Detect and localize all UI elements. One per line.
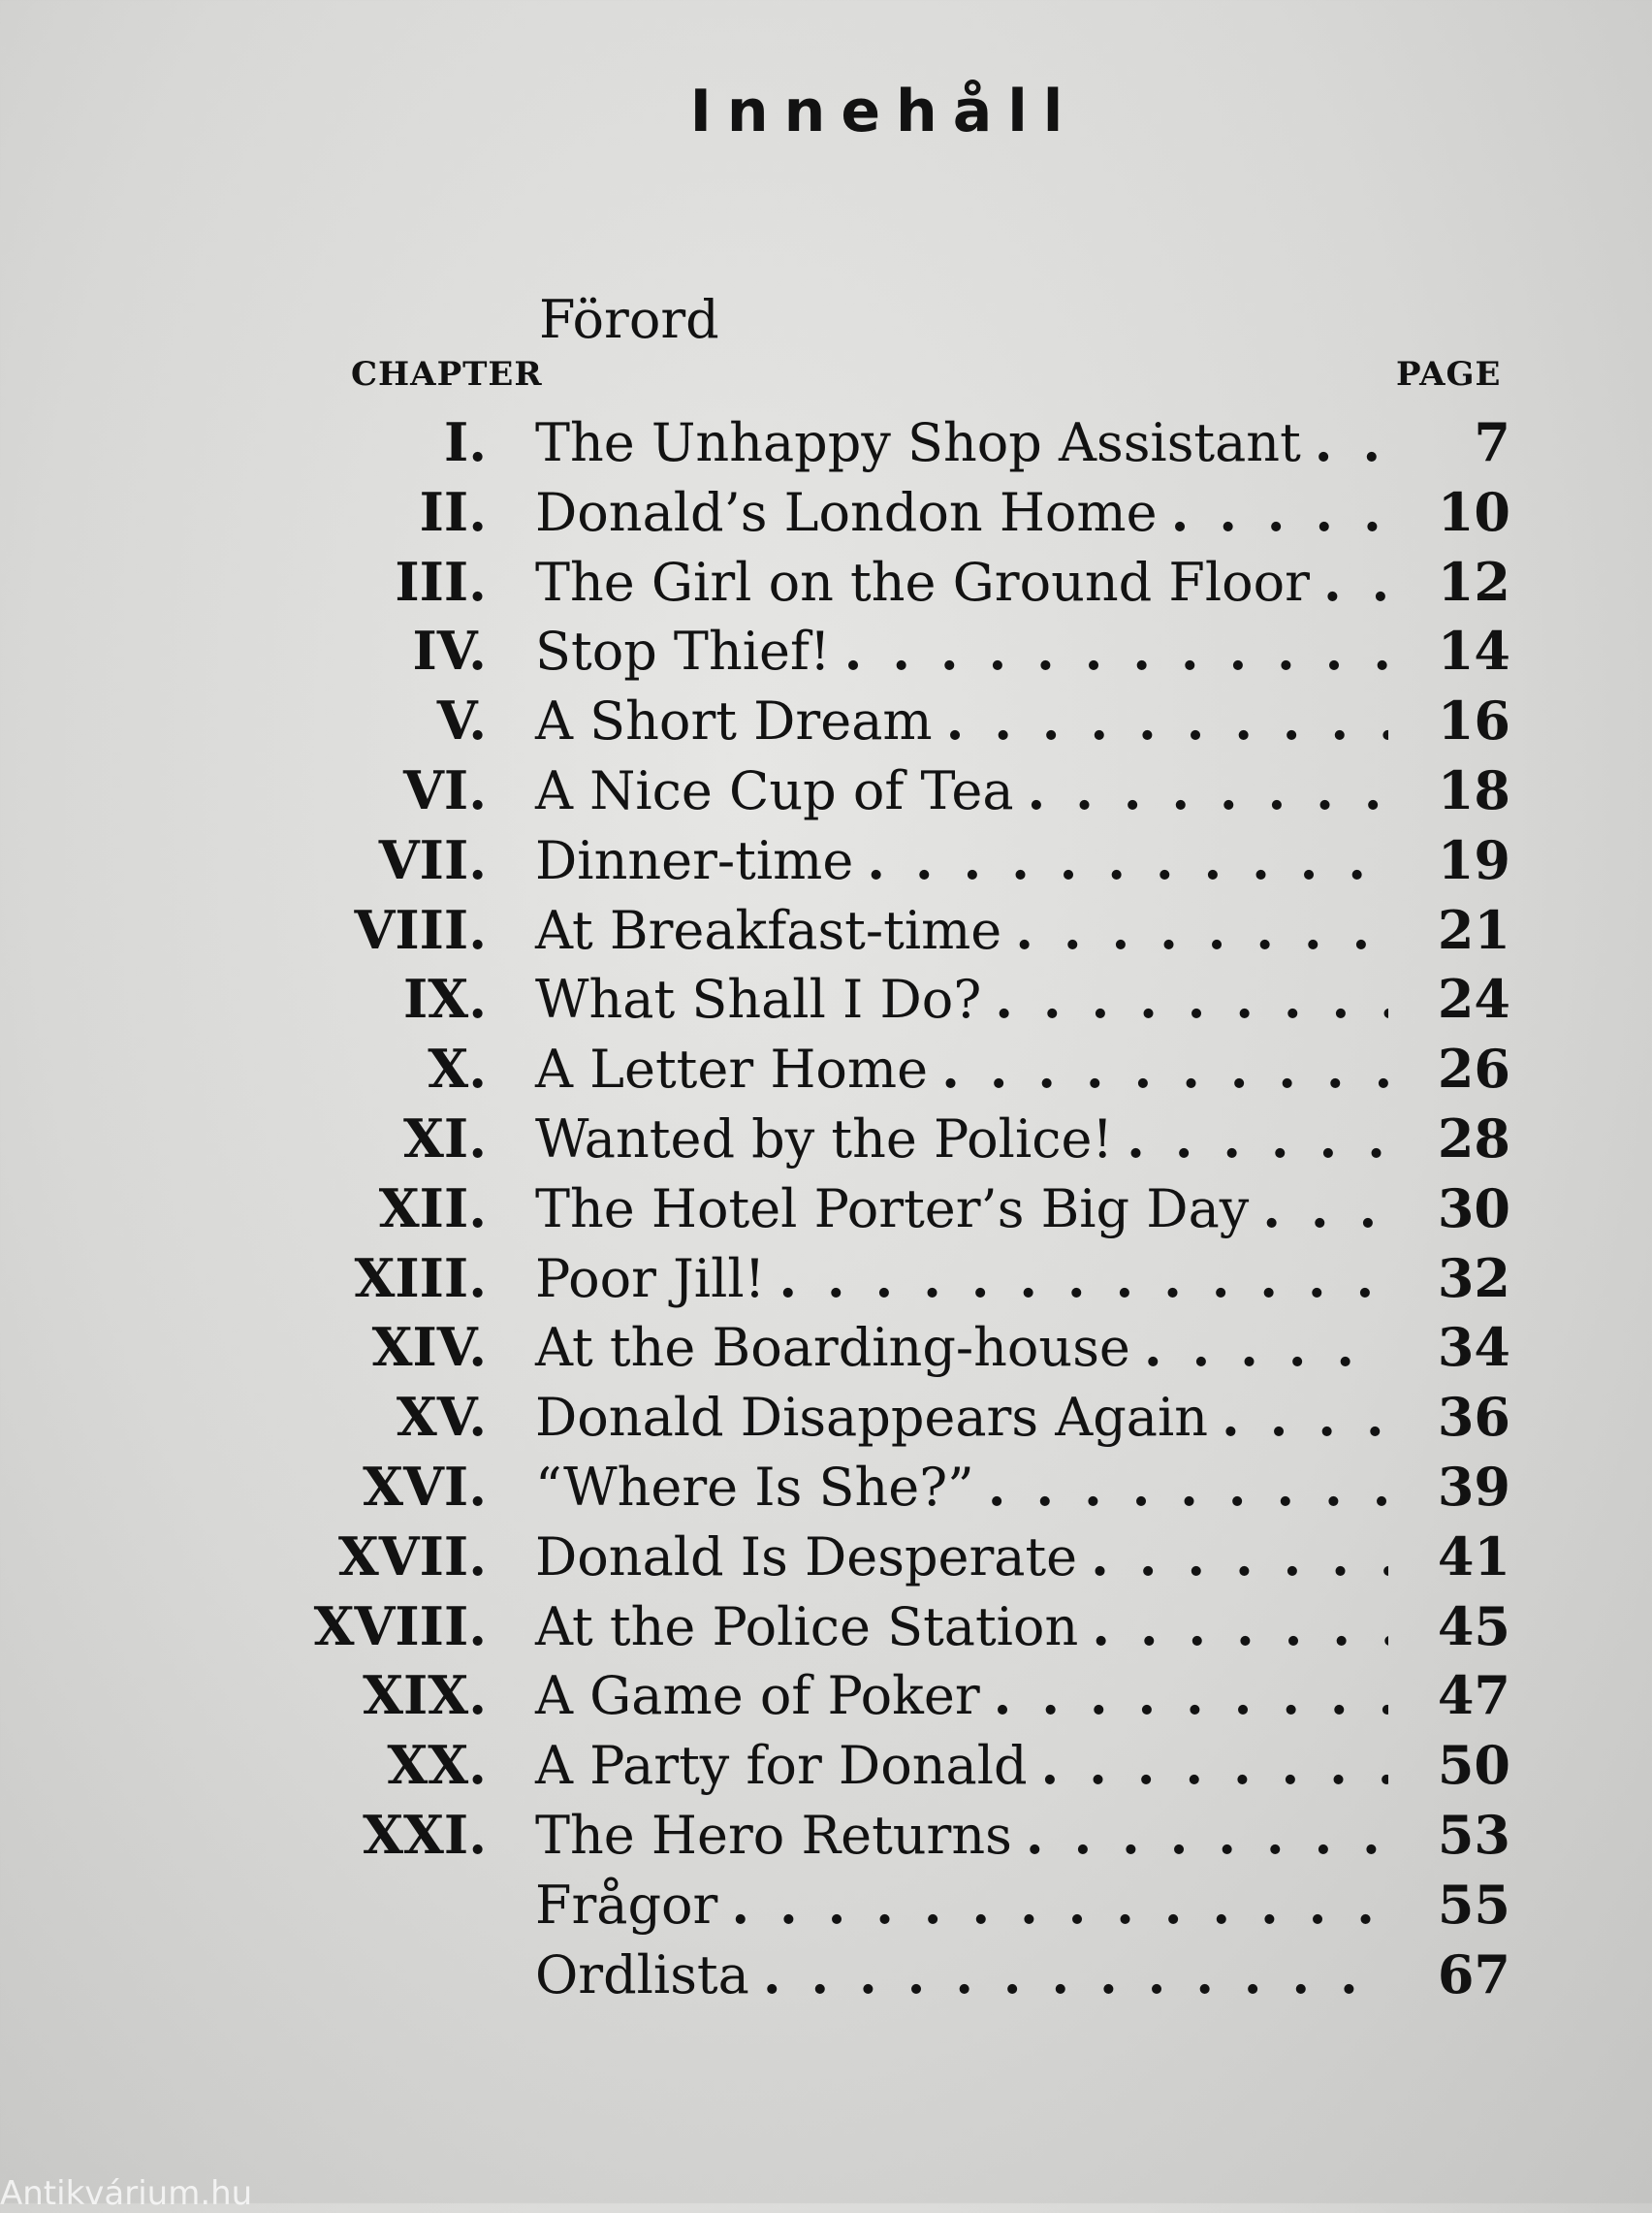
dot-leader xyxy=(1222,1386,1388,1448)
dot-leader xyxy=(867,829,1388,891)
chapter-number: XII. xyxy=(378,1176,487,1239)
chapter-number: XV. xyxy=(396,1386,487,1449)
toc-row xyxy=(0,1595,1652,1665)
chapter-title: Frågor xyxy=(535,1874,718,1936)
toc-row xyxy=(0,411,1652,481)
dot-leader xyxy=(1092,1595,1388,1657)
toc-row xyxy=(0,1804,1652,1874)
page-number: 53 xyxy=(1437,1803,1510,1866)
chapter-title: The Hotel Porter’s Big Day xyxy=(535,1177,1250,1239)
chapter-number: XVI. xyxy=(363,1455,487,1518)
toc-row xyxy=(0,620,1652,690)
page-number: 41 xyxy=(1437,1524,1510,1588)
chapter-title: Ordlista xyxy=(535,1943,749,2005)
dot-leader xyxy=(1028,759,1388,821)
page-title: Innehåll xyxy=(689,78,1079,145)
page-number: 21 xyxy=(1437,898,1510,961)
chapter-title: Stop Thief! xyxy=(535,621,831,683)
toc-row xyxy=(0,1456,1652,1525)
toc-row xyxy=(0,1525,1652,1595)
chapter-title: “Where Is She?” xyxy=(535,1456,974,1518)
page-number: 14 xyxy=(1437,620,1510,683)
page-number: 47 xyxy=(1437,1664,1510,1727)
page-number: 16 xyxy=(1437,690,1510,753)
toc-row xyxy=(0,481,1652,551)
page-number: 67 xyxy=(1437,1942,1510,2005)
page-number: 55 xyxy=(1437,1873,1510,1936)
dot-leader xyxy=(1262,1177,1388,1239)
page-number: 50 xyxy=(1437,1734,1510,1797)
dot-leader xyxy=(1171,481,1388,543)
toc-row xyxy=(0,829,1652,899)
toc-row xyxy=(0,551,1652,621)
chapter-number: VIII. xyxy=(354,898,487,961)
toc-row xyxy=(0,1874,1652,1943)
page-number: 32 xyxy=(1437,1246,1510,1309)
dot-leader xyxy=(1041,1734,1388,1796)
chapter-title: Dinner-time xyxy=(535,829,854,891)
chapter-title: Donald Is Desperate xyxy=(535,1525,1078,1588)
toc-row xyxy=(0,1943,1652,2013)
chapter-title: Poor Jill! xyxy=(535,1247,766,1309)
page-number: 7 xyxy=(1474,411,1510,473)
chapter-number: XIX. xyxy=(363,1664,487,1727)
dot-leader xyxy=(988,1456,1388,1518)
page-number: 39 xyxy=(1437,1455,1510,1518)
page-number: 24 xyxy=(1437,968,1510,1031)
dot-leader xyxy=(1015,899,1388,961)
dot-leader xyxy=(778,1247,1388,1309)
page-number: 18 xyxy=(1437,758,1510,821)
watermark: Antikvárium.hu xyxy=(0,2174,253,2213)
chapter-number: XXI. xyxy=(363,1803,487,1866)
preface-entry: Förord xyxy=(539,289,719,350)
dot-leader xyxy=(1144,1316,1388,1378)
chapter-title: A Game of Poker xyxy=(535,1665,980,1727)
chapter-title: At the Boarding-house xyxy=(535,1317,1130,1379)
chapter-title: The Unhappy Shop Assistant xyxy=(535,412,1301,473)
chapter-number: X. xyxy=(428,1038,487,1101)
chapter-number: XI. xyxy=(403,1106,487,1170)
toc-row xyxy=(0,1107,1652,1177)
dot-leader xyxy=(763,1943,1388,2005)
toc-row xyxy=(0,759,1652,829)
table-of-contents xyxy=(0,411,1652,2012)
chapter-number: XVII. xyxy=(337,1524,487,1588)
chapter-number: II. xyxy=(419,480,487,543)
dot-leader xyxy=(1026,1804,1388,1866)
chapter-title: Wanted by the Police! xyxy=(535,1107,1114,1170)
dot-leader xyxy=(844,620,1388,682)
chapter-number: V. xyxy=(436,690,487,753)
page-number: 10 xyxy=(1437,480,1510,543)
chapter-title: At Breakfast-time xyxy=(535,899,1002,961)
page-number: 28 xyxy=(1437,1106,1510,1170)
chapter-title: A Short Dream xyxy=(535,690,933,753)
page-number: 36 xyxy=(1437,1386,1510,1449)
chapter-title: What Shall I Do? xyxy=(535,969,982,1031)
chapter-number: VI. xyxy=(403,758,487,821)
page-number: 45 xyxy=(1437,1594,1510,1657)
toc-row xyxy=(0,1177,1652,1247)
page-column-header: PAGE xyxy=(1396,355,1502,394)
chapter-title: Donald Disappears Again xyxy=(535,1387,1209,1449)
toc-row xyxy=(0,1316,1652,1386)
chapter-number: VII. xyxy=(378,828,487,891)
page-number: 19 xyxy=(1437,828,1510,891)
dot-leader xyxy=(1127,1107,1388,1170)
dot-leader xyxy=(1315,411,1388,473)
toc-row xyxy=(0,899,1652,969)
toc-row xyxy=(0,968,1652,1038)
toc-row xyxy=(0,1664,1652,1734)
dot-leader xyxy=(994,1664,1388,1726)
dot-leader xyxy=(1323,551,1388,613)
chapter-title: The Girl on the Ground Floor xyxy=(535,551,1310,613)
chapter-title: The Hero Returns xyxy=(535,1804,1012,1866)
chapter-number: XIII. xyxy=(354,1246,487,1309)
dot-leader xyxy=(995,968,1388,1030)
page-number: 12 xyxy=(1437,550,1510,613)
page-number: 26 xyxy=(1437,1038,1510,1101)
chapter-number: IX. xyxy=(403,968,487,1031)
chapter-number: XX. xyxy=(387,1734,487,1797)
page-number: 34 xyxy=(1437,1316,1510,1379)
chapter-title: Donald’s London Home xyxy=(535,481,1158,543)
chapter-title: A Letter Home xyxy=(535,1039,929,1101)
dot-leader xyxy=(731,1874,1388,1936)
chapter-title: A Party for Donald xyxy=(535,1735,1028,1797)
chapter-title: A Nice Cup of Tea xyxy=(535,759,1014,821)
toc-row xyxy=(0,1247,1652,1317)
chapter-number: I. xyxy=(443,411,487,473)
chapter-number: IV. xyxy=(412,620,487,683)
toc-row xyxy=(0,1386,1652,1456)
chapter-number: III. xyxy=(395,550,487,613)
chapter-title: At the Police Station xyxy=(535,1595,1079,1657)
chapter-number: XVIII. xyxy=(313,1594,487,1657)
chapter-column-header: CHAPTER xyxy=(351,355,543,394)
toc-row xyxy=(0,690,1652,759)
toc-row xyxy=(0,1038,1652,1107)
dot-leader xyxy=(946,690,1388,752)
dot-leader xyxy=(941,1038,1388,1100)
dot-leader xyxy=(1091,1525,1388,1588)
toc-row xyxy=(0,1734,1652,1804)
chapter-number: XIV. xyxy=(371,1316,487,1379)
page-number: 30 xyxy=(1437,1176,1510,1239)
